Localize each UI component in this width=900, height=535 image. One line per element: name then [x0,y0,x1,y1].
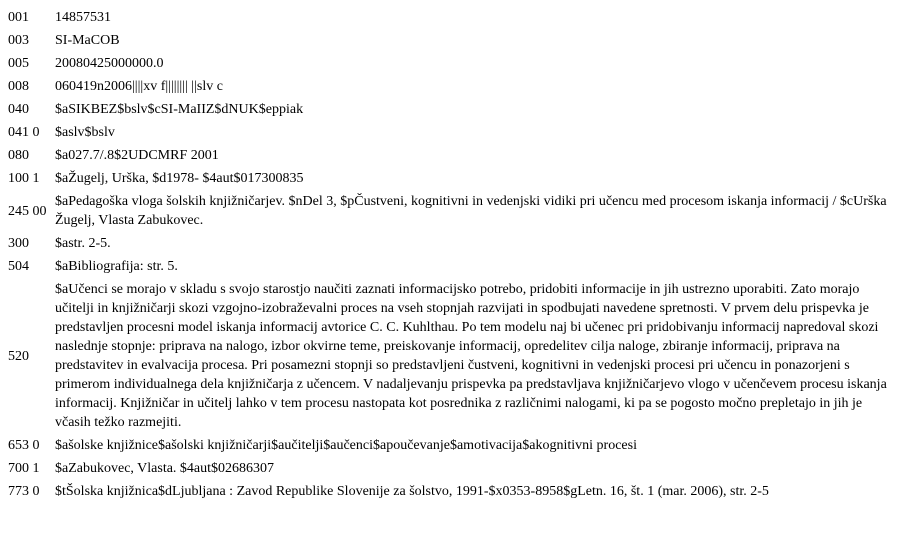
marc-record-body [8,6,892,503]
marc-field-tag: 700 1 [8,461,40,476]
marc-field-row [8,167,892,190]
marc-field-tag: 100 1 [8,171,40,186]
marc-field-value: $astr. 2-5. [55,236,111,251]
marc-field-tag: 005 [8,56,29,71]
marc-field-row [8,29,892,52]
marc-field-row [8,144,892,167]
marc-field-tag: 040 [8,102,29,117]
marc-field-tag: 041 0 [8,125,40,140]
marc-field-row [8,75,892,98]
marc-field-value: $aslv$bslv [55,125,115,140]
marc-field-tag: 773 0 [8,484,40,499]
marc-field-row [8,6,892,29]
marc-field-row [8,52,892,75]
marc-field-value: $aUčenci se morajo v skladu s svojo starostjo naučiti zaznati informacijsko potrebo, pridobiti informacije in jih ustrezno uporabiti. Zato morajo učitelji in knjižničarji skozi vzgojno-izobraževalni proces na vseh stopnjah razvijati in spodbujati navedene spretnosti. V prvem delu prispevka je predstavljen procesni model iskanja informacij avtorice C. C. Kuhlthau. Po tem modelu naj bi učenec pri pridobivanju informacij napredoval skozi naslednje stopnje: priprava na nalogo, izbor okvirne teme, preiskovanje informacij, opredelitev cilja naloge, zbiranje informacij, priprava na predstavitev in evalvacija procesa. Pri posamezni stopnji so predstavljeni čustveni, kognitivni in vedenjski procesi pri učencu in ponazorjeni s primerom individualnega dela knjižničarja z učencem. V nadaljevanju prispevka pa predstavljava knjižničarjevo vlogo v učenčevem procesu iskanja informacij. Knjižničar in učitelj lahko v tem procesu nastopata kot posrednika z različnimi nalogami, ki pa se pogosto močno prepletajo in jih je včasih težko razmejiti. [55,282,891,430]
marc-field-value: $aŽugelj, Urška, $d1978- $4aut$017300835 [55,171,304,186]
marc-field-row [8,232,892,255]
marc-field-row [8,457,892,480]
marc-field-row [8,121,892,144]
marc-field-value: 060419n2006||||xv f|||||||| ||slv c [55,79,223,94]
marc-field-tag: 001 [8,10,29,25]
marc-field-value: $ašolske knjižnice$ašolski knjižničarji$aučitelji$aučenci$apoučevanje$amotivacija$akognitivni procesi [55,438,637,453]
marc-field-value: $aZabukovec, Vlasta. $4aut$02686307 [55,461,275,476]
marc-field-value: $aSIKBEZ$bslv$cSI-MaIIZ$dNUK$eppiak [55,102,304,117]
marc-field-value: $a027.7/.8$2UDCMRF 2001 [55,148,219,163]
marc-field-row [8,255,892,278]
marc-field-value: SI-MaCOB [55,33,120,48]
marc-field-value: 14857531 [55,10,111,25]
marc-field-tag: 245 00 [8,203,47,219]
marc-field-row [8,434,892,457]
marc-field-tag: 653 0 [8,438,40,453]
marc-field-row [8,480,892,503]
marc-field-tag: 008 [8,79,29,94]
marc-record-page [0,6,900,535]
marc-field-tag: 003 [8,33,29,48]
marc-field-value: 20080425000000.0 [55,56,164,71]
marc-field-value: $aPedagoška vloga šolskih knjižničarjev. $nDel 3, $pČustveni, kognitivni in vedenjski vidiki pri učencu med procesom iskanja informacij / $cUrška Žugelj, Vlasta Zabukovec. [55,194,891,228]
marc-field-tag: 504 [8,259,29,274]
marc-field-value: $aBibliografija: str. 5. [55,259,178,274]
marc-field-row [8,98,892,121]
marc-field-tag: 300 [8,236,29,251]
marc-record-table [8,6,892,503]
marc-field-value: $tŠolska knjižnica$dLjubljana : Zavod Republike Slovenije za šolstvo, 1991-$x0353-8958$gLetn. 16, št. 1 (mar. 2006), str. 2-5 [55,484,769,499]
marc-field-tag: 080 [8,148,29,163]
marc-field-tag: 520 [8,348,29,364]
marc-field-row [8,278,892,434]
marc-field-row [8,190,892,232]
